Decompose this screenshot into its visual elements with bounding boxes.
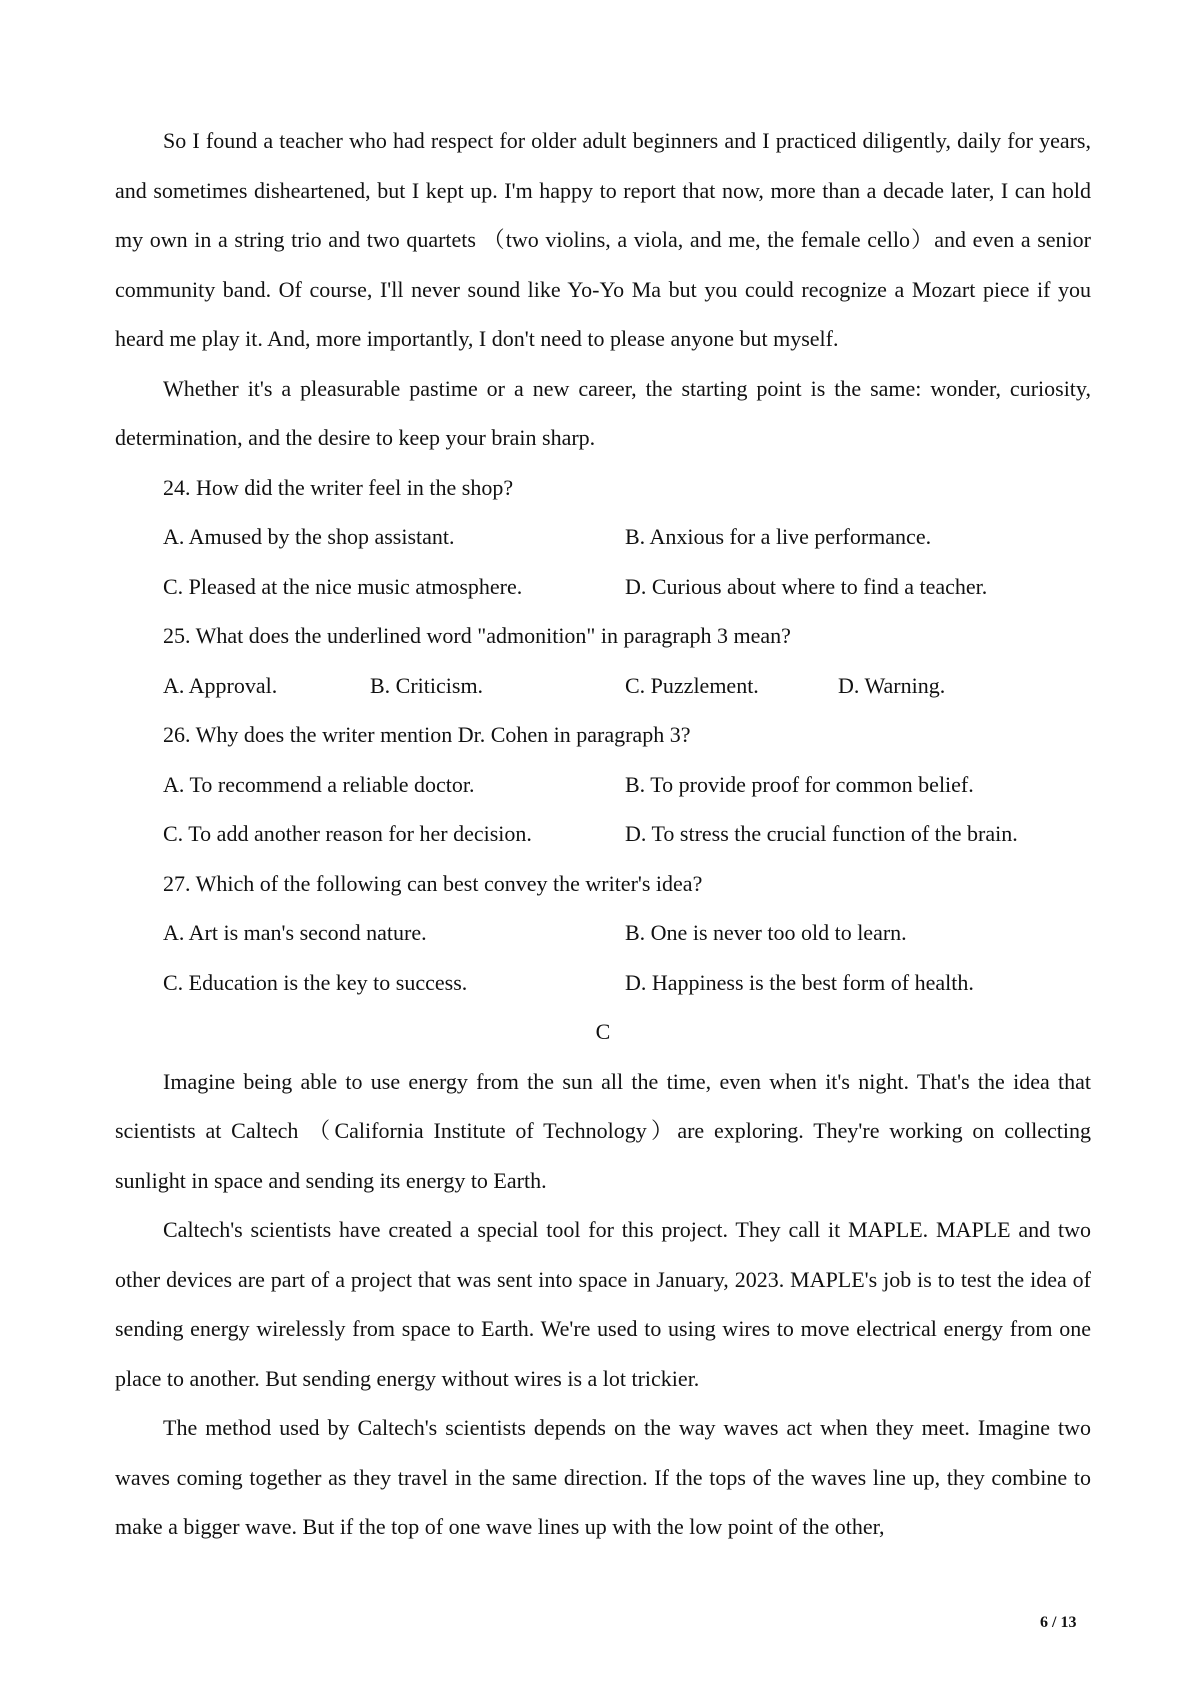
paragraph: The method used by Caltech's scientists depends on the way waves act when they meet. Imagine two waves coming together as they travel in the same direction. If the tops of the waves line up, they combine to make a bigger wave. But if the top of one wave lines up with the low point of the other,: [115, 1415, 1091, 1539]
option: D. Warning.: [838, 672, 946, 698]
option: A. Art is man's second nature.: [163, 920, 427, 945]
option: D. Curious about where to find a teacher.: [625, 573, 988, 599]
page-number: 6 / 13: [1040, 1614, 1077, 1631]
option: B. Anxious for a live performance.: [625, 524, 932, 549]
question-stem: 24. How did the writer feel in the shop?: [163, 474, 514, 500]
section-heading: C: [595, 1019, 611, 1044]
option-row: [115, 809, 1091, 859]
option-row: [115, 958, 1091, 1008]
option: C. Pleased at the nice music atmosphere.: [163, 573, 523, 599]
option: D. To stress the crucial function of the brain.: [625, 821, 1018, 846]
document-page: [115, 116, 1091, 1552]
question-stem: 26. Why does the writer mention Dr. Cohen in paragraph 3?: [163, 722, 691, 747]
option: C. Puzzlement.: [625, 672, 759, 698]
question-stem: 25. What does the underlined word "admonition" in paragraph 3 mean?: [163, 623, 791, 648]
paragraph: Caltech's scientists have created a special tool for this project. They call it MAPLE. MAPLE and two other devices are part of a project that was sent into space in January, 2023. MAPLE's job is to test the idea of sending energy wirelessly from space to Earth. We're used to using wires to move electrical energy from one place to another. But sending energy without wires is a lot trickier.: [115, 1217, 1091, 1391]
option: A. Amused by the shop assistant.: [163, 524, 455, 549]
option: C. Education is the key to success.: [163, 969, 468, 995]
option-row: [115, 562, 1091, 612]
question-stem: 27. Which of the following can best convey the writer's idea?: [163, 870, 703, 896]
option-row: [115, 908, 1091, 958]
option: C. To add another reason for her decision.: [163, 821, 532, 846]
option: B. Criticism.: [370, 672, 484, 698]
paragraph: Whether it's a pleasurable pastime or a new career, the starting point is the same: wonder, curiosity, determination, and the desire to keep your brain sharp.: [115, 375, 1091, 450]
option: A. Approval.: [163, 672, 278, 698]
option: A. To recommend a reliable doctor.: [163, 771, 475, 797]
option-row: [115, 760, 1091, 810]
paragraph: Imagine being able to use energy from the sun all the time, even when it's night. That's the idea that scientists at Caltech （California Institute of Technology）are exploring. They're working on collecting sunlight in space and sending its energy to Earth.: [115, 1068, 1091, 1193]
option-row: [115, 661, 1091, 711]
option: B. One is never too old to learn.: [625, 920, 907, 945]
paragraph: So I found a teacher who had respect for older adult beginners and I practiced diligently, daily for years, and sometimes disheartened, but I kept up. I'm happy to report that now, more than a decade later, I can hold my own in a string trio and two quartets （two violins, a viola, and me, the female cello）and even a senior community band. Of course, I'll never sound like Yo-Yo Ma but you could recognize a Mozart piece if you heard me play it. And, more importantly, I don't need to please anyone but myself.: [115, 128, 1091, 351]
option-row: [115, 512, 1091, 562]
option: B. To provide proof for common belief.: [625, 771, 974, 797]
option: D. Happiness is the best form of health.: [625, 969, 974, 995]
